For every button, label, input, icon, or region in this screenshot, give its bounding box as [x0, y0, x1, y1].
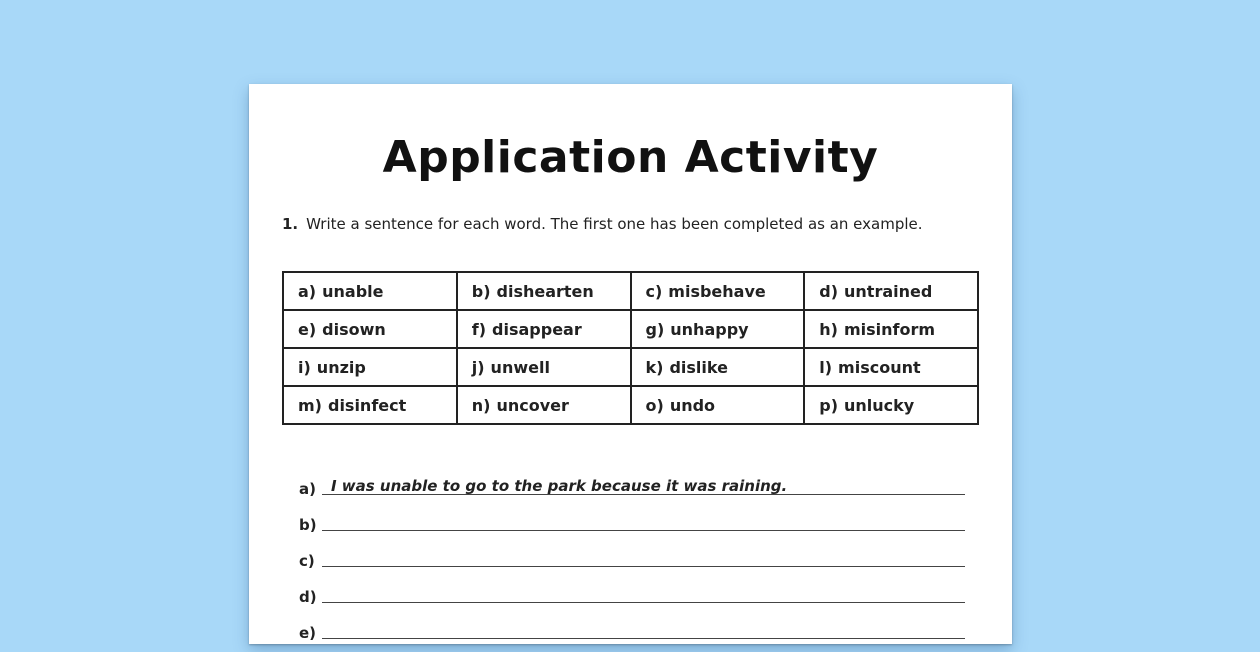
word-cell: [457, 348, 631, 386]
word-letter: k): [645, 357, 664, 377]
word-text: disappear: [492, 319, 582, 339]
word-text: unzip: [316, 357, 366, 377]
word-text: disown: [322, 319, 386, 339]
word-cell: [283, 348, 457, 386]
word-text: dishearten: [496, 281, 594, 301]
answer-label: b): [299, 516, 317, 534]
answer-line[interactable]: [299, 616, 965, 652]
question-text: Write a sentence for each word. The first one has been completed as an example.: [306, 215, 923, 233]
question-instruction: [282, 215, 923, 233]
word-letter: j): [471, 357, 485, 377]
answer-line[interactable]: [299, 472, 965, 508]
word-letter: a): [298, 281, 317, 301]
word-cell: [457, 272, 631, 310]
word-letter: b): [471, 281, 491, 301]
word-table: [282, 271, 979, 425]
word-letter: h): [819, 319, 838, 339]
word-letter: g): [645, 319, 665, 339]
word-letter: c): [645, 281, 663, 301]
word-text: unhappy: [670, 319, 749, 339]
answer-lines: [299, 472, 965, 652]
answer-label: c): [299, 552, 315, 570]
word-cell: [631, 310, 805, 348]
word-cell: [804, 348, 978, 386]
word-cell: [631, 272, 805, 310]
word-letter: n): [471, 395, 491, 415]
word-table-row: [283, 310, 978, 348]
word-text: misinform: [843, 319, 936, 339]
word-cell: [804, 386, 978, 424]
word-cell: [283, 310, 457, 348]
word-cell: [457, 386, 631, 424]
word-letter: i): [298, 357, 311, 377]
word-letter: f): [471, 319, 487, 339]
word-text: misbehave: [668, 281, 766, 301]
word-letter: p): [819, 395, 839, 415]
answer-label: d): [299, 588, 317, 606]
word-text: unable: [322, 281, 384, 301]
word-cell: [631, 348, 805, 386]
writing-rule: [322, 602, 965, 603]
answer-line[interactable]: [299, 544, 965, 580]
word-table-row: [283, 272, 978, 310]
word-cell: [457, 310, 631, 348]
word-text: disinfect: [327, 395, 407, 415]
word-letter: m): [298, 395, 322, 415]
word-text: dislike: [669, 357, 728, 377]
word-cell: [283, 272, 457, 310]
worksheet-title: Application Activity: [382, 132, 879, 183]
word-text: unwell: [490, 357, 550, 377]
word-cell: [804, 310, 978, 348]
answer-line[interactable]: [299, 580, 965, 616]
word-table-row: [283, 386, 978, 424]
word-letter: d): [819, 281, 839, 301]
word-table-row: [283, 348, 978, 386]
word-text: undo: [669, 395, 716, 415]
word-letter: e): [298, 319, 317, 339]
word-text: uncover: [496, 395, 569, 415]
writing-rule: [322, 566, 965, 567]
word-cell: [804, 272, 978, 310]
word-cell: [283, 386, 457, 424]
word-cell: [631, 386, 805, 424]
writing-rule: [322, 638, 965, 639]
example-answer: I was unable to go to the park because it was raining.: [331, 477, 788, 495]
word-text: untrained: [844, 281, 933, 301]
answer-label: a): [299, 480, 316, 498]
word-text: unlucky: [844, 395, 915, 415]
word-letter: l): [819, 357, 833, 377]
question-number: 1.: [282, 215, 299, 233]
word-text: miscount: [838, 357, 921, 377]
worksheet-page: [249, 84, 1012, 644]
answer-line[interactable]: [299, 508, 965, 544]
answer-label: e): [299, 624, 317, 642]
word-letter: o): [645, 395, 664, 415]
writing-rule: [322, 530, 965, 531]
